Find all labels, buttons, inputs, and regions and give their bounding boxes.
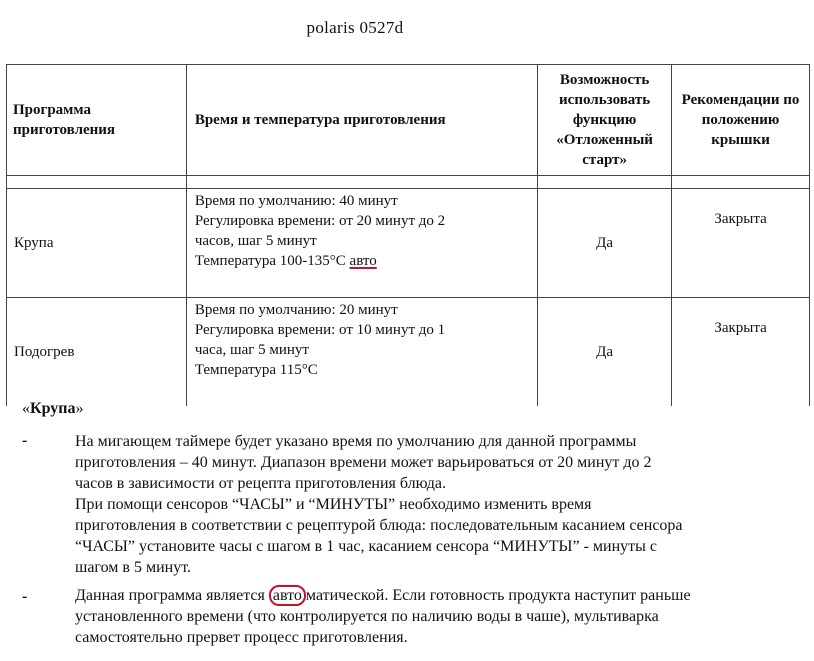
temperature-auto-marked: авто [349, 253, 377, 269]
lid-position-value: Закрыта [672, 298, 810, 407]
detail-line-temperature [195, 251, 531, 271]
paragraph-line: шагом в 5 минут. [75, 559, 191, 576]
quote-close: » [75, 400, 84, 417]
bullet-marker: - [22, 588, 28, 605]
lid-position-value: Закрыта [672, 189, 810, 298]
header-delayed-start: Возможность использовать функцию «Отложенный старт» [538, 65, 672, 176]
document-title: polaris 0527d [306, 18, 404, 37]
programs-table [6, 64, 810, 406]
auto-circled-text: авто [269, 585, 306, 606]
detail-line: Время по умолчанию: 40 минут [194, 193, 398, 209]
paragraph-default-time [75, 431, 791, 494]
paragraph-line [75, 585, 791, 606]
detail-line: Регулировка времени: от 10 минут до 1 [194, 322, 446, 338]
temperature-text: Температура 100-135°С [194, 253, 350, 269]
paragraph-line: “ЧАСЫ” установите часы с шагом в 1 час, касанием сенсора “МИНУТЫ” - минуты с [75, 538, 658, 555]
program-name: Подогрев [7, 298, 187, 407]
section-heading-name: Крупа [30, 400, 76, 417]
detail-line: Время по умолчанию: 20 минут [194, 302, 398, 318]
paragraph-line: приготовления – 40 минут. Диапазон времени может варьироваться от 20 минут до 2 [75, 454, 652, 471]
paragraph-automatic [75, 585, 791, 648]
program-details [186, 189, 537, 298]
detail-line: часа, шаг 5 минут [194, 342, 309, 358]
section-heading [22, 400, 84, 418]
paragraph-text: матической. Если готовность продукта наступит раньше [305, 587, 691, 604]
paragraph-line: При помощи сенсоров “ЧАСЫ” и “МИНУТЫ” необходимо изменить время [75, 496, 592, 513]
delayed-start-value: Да [538, 298, 672, 407]
paragraph-text: Данная программа является [75, 587, 269, 604]
paragraph-line: самостоятельно прервет процесс приготовления. [75, 629, 408, 646]
table-row [7, 189, 810, 298]
bullet-marker: - [22, 432, 28, 449]
paragraph-sensors [75, 494, 791, 578]
detail-line: Регулировка времени: от 20 минут до 2 [194, 213, 446, 229]
table-spacer-row [7, 176, 810, 189]
delayed-start-value: Да [538, 189, 672, 298]
paragraph-line: часов в зависимости от рецепта приготовления блюда. [75, 475, 447, 492]
header-program: Программа приготовления [7, 65, 187, 176]
table-header-row [7, 65, 810, 176]
program-name: Крупа [7, 189, 187, 298]
paragraph-line: приготовления в соответствии с рецептурой блюда: последовательным касанием сенсора [75, 517, 683, 534]
table-row [7, 298, 810, 407]
paragraph-line: установленного времени (что контролируется по наличию воды в чаше), мультиварка [75, 608, 659, 625]
quote-open: « [22, 400, 30, 417]
program-details [186, 298, 537, 407]
header-time-temp: Время и температура приготовления [186, 65, 537, 176]
header-lid: Рекомендации по положению крышки [672, 65, 810, 176]
paragraph-line: На мигающем таймере будет указано время по умолчанию для данной программы [75, 433, 637, 450]
detail-line: часов, шаг 5 минут [194, 233, 317, 249]
detail-line: Температура 115°С [194, 362, 318, 378]
